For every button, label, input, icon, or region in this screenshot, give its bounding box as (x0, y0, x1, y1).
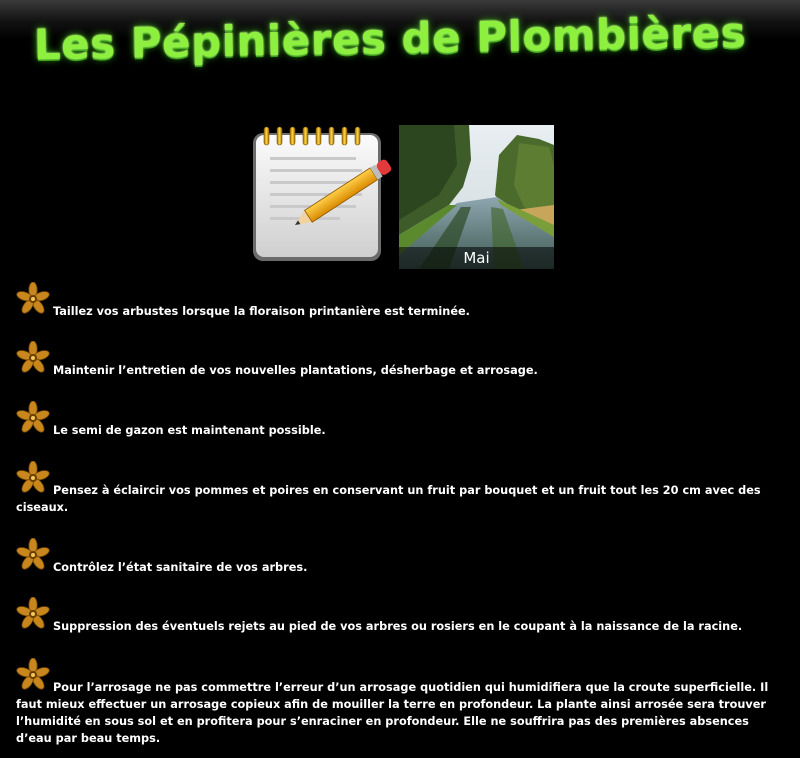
tip-text: Pensez à éclaircir vos pommes et poires en conservant un fruit par bouquet et un fruit tout les 20 cm avec des ciseaux. (16, 484, 761, 514)
tip-text: Taillez vos arbustes lorsque la floraison printanière est terminée. (53, 305, 470, 318)
list-item (16, 538, 786, 576)
star-flower-icon (16, 538, 50, 572)
star-flower-icon (16, 461, 50, 495)
star-flower-icon (16, 282, 50, 316)
tip-text: Contrôlez l’état sanitaire de vos arbres. (53, 561, 308, 574)
month-caption: Mai (399, 247, 554, 269)
list-item (16, 658, 786, 747)
tip-text: Suppression des éventuels rejets au pied de vos arbres ou rosiers en le coupant à la naissance de la racine. (53, 620, 743, 633)
list-item (16, 401, 786, 439)
list-item (16, 597, 786, 635)
star-flower-icon (16, 658, 50, 692)
list-item (16, 461, 786, 516)
list-item (16, 341, 786, 379)
list-item (16, 282, 786, 320)
tip-text: Maintenir l’entretien de vos nouvelles plantations, désherbage et arrosage. (53, 364, 538, 377)
star-flower-icon (16, 597, 50, 631)
site-title: Les Pépinières de Plombières (33, 7, 747, 70)
tip-text: Le semi de gazon est maintenant possible. (53, 424, 326, 437)
star-flower-icon (16, 401, 50, 435)
month-photo-tile[interactable] (399, 125, 554, 269)
tip-text: Pour l’arrosage ne pas commettre l’erreur d’un arrosage quotidien qui humidifiera que la croute superficielle. Il faut mieux effectuer un arrosage copieux afin de mouiller la terre en profondeur. La plante ainsi arrosée sera trouver l’humidité en sous sol et en profitera pour s’enraciner en profondeur. Elle ne souffrira pas des premières absences d’eau par beau temps. (16, 681, 769, 745)
star-flower-icon (16, 341, 50, 375)
notepad-pencil-icon[interactable] (250, 125, 396, 263)
